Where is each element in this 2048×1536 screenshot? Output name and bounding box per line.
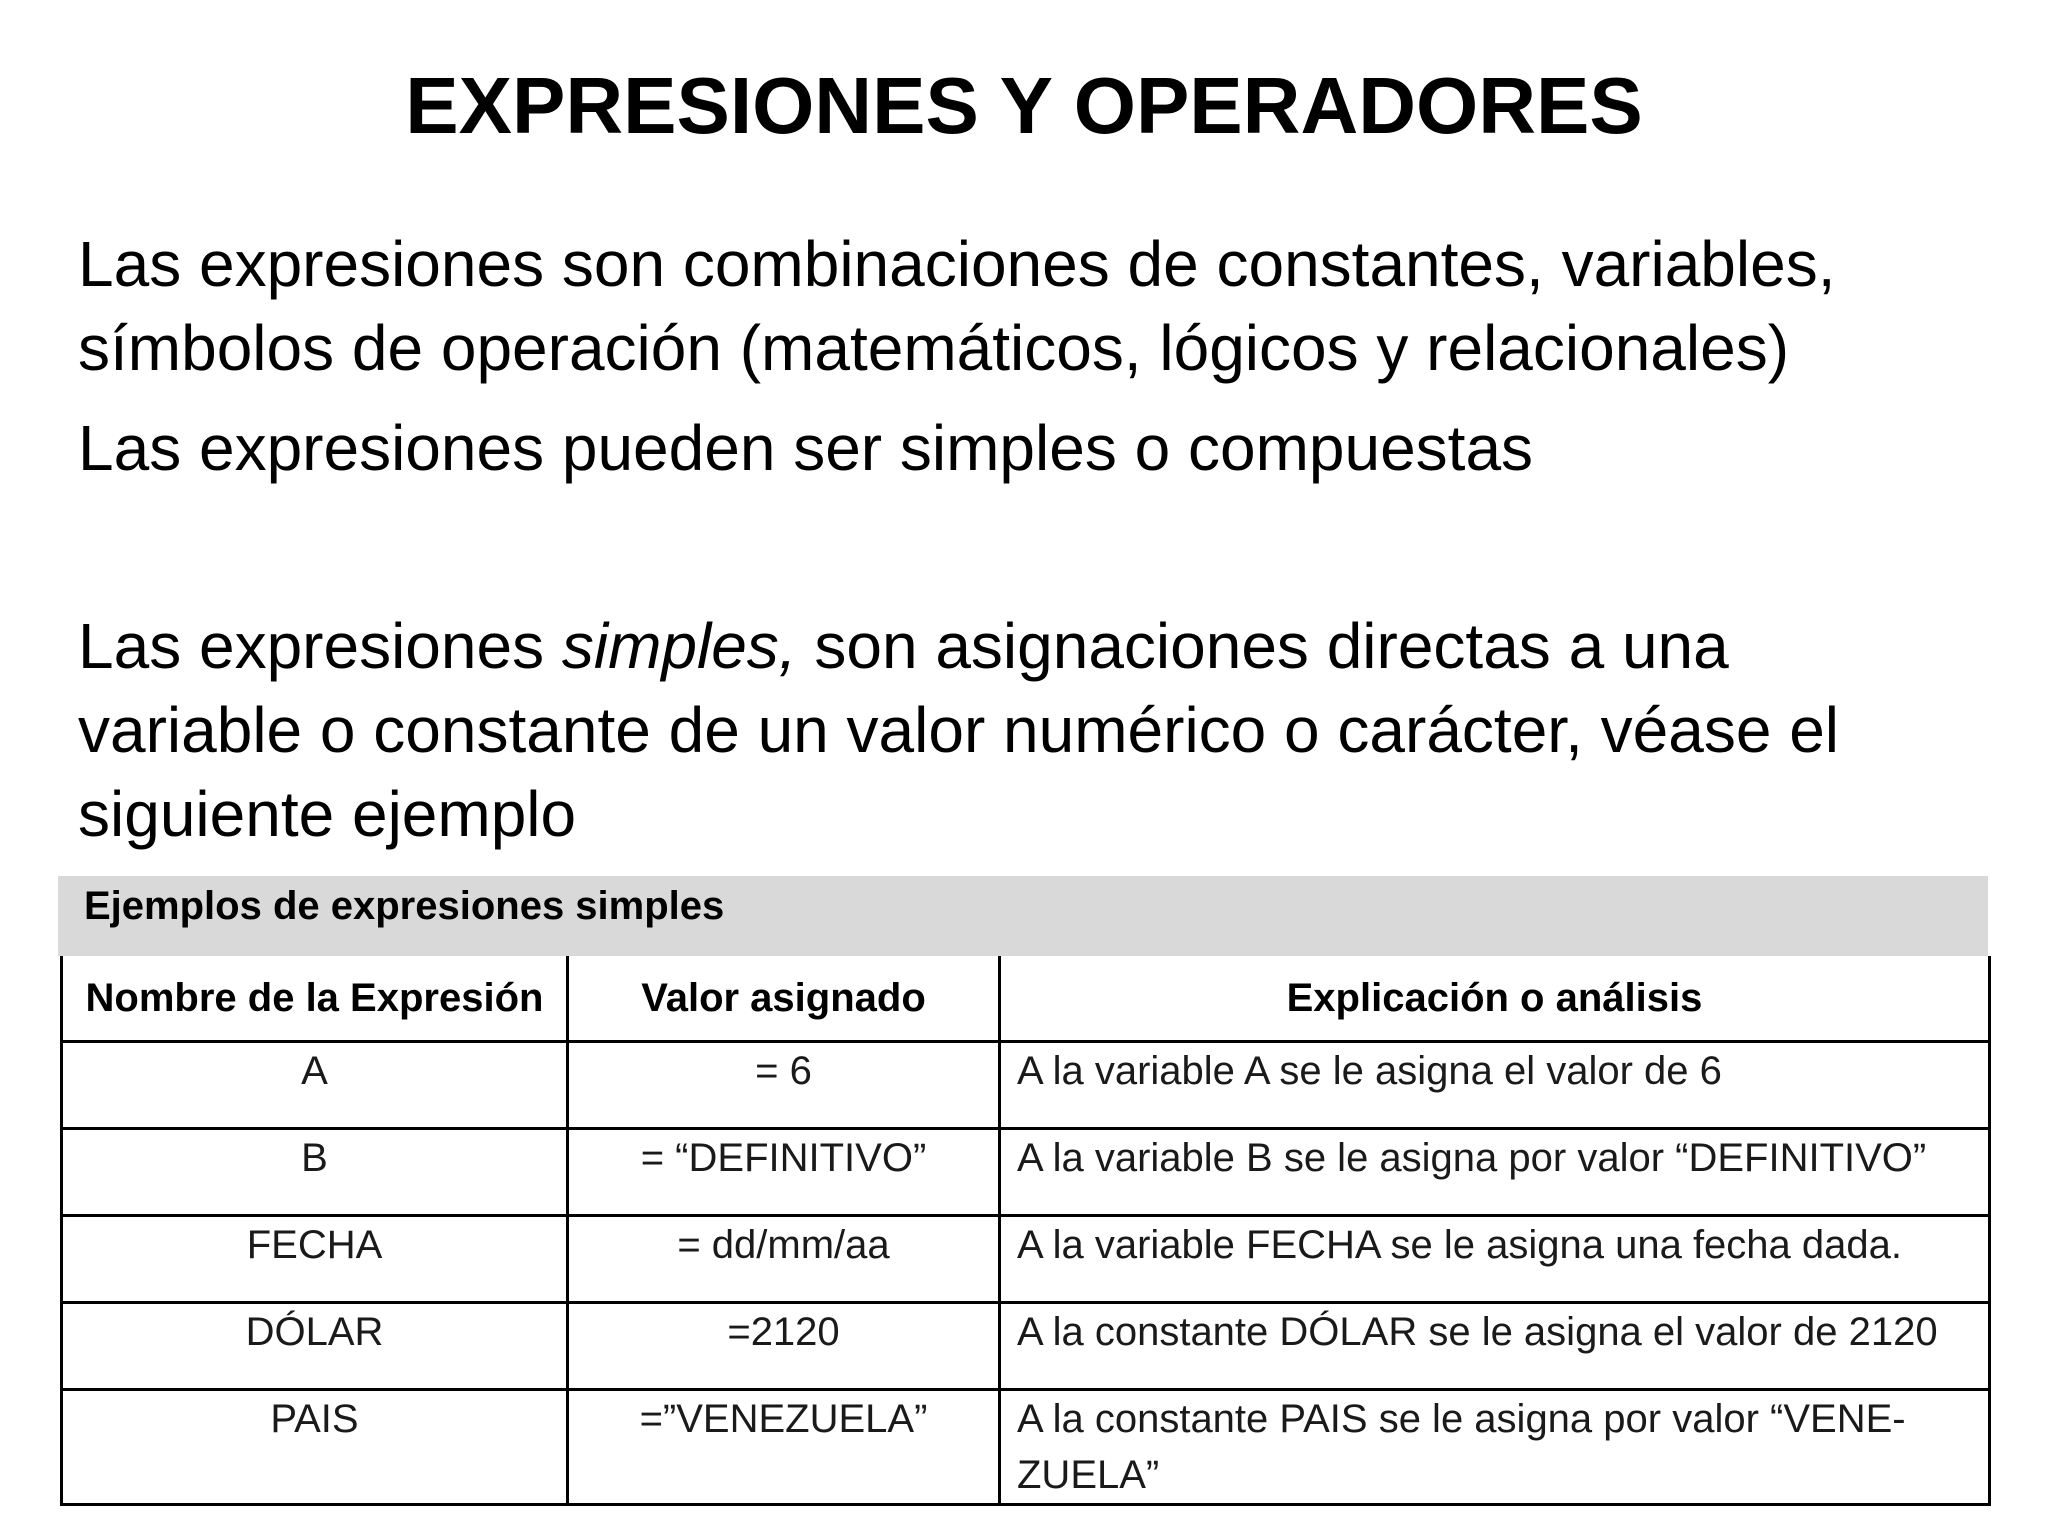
paragraph-simple-line1-rest: son asignaciones directas a una xyxy=(796,610,1729,682)
paragraph-definition-line2: símbolos de operación (matemáticos, lógicos y relacionales) xyxy=(78,312,1789,384)
cell-explanation: A la variable FECHA se le asigna una fecha dada. xyxy=(1000,1216,1990,1303)
table-row xyxy=(62,1216,1990,1303)
cell-expression-name: A xyxy=(62,1042,568,1129)
paragraph-simple-line3: siguiente ejemplo xyxy=(78,778,577,850)
cell-assigned-value: =”VENEZUELA” xyxy=(568,1390,1000,1505)
table-row xyxy=(62,1390,1990,1505)
paragraph-definition-line1: Las expresiones son combinaciones de constantes, variables, xyxy=(78,228,1836,300)
cell-expression-name: B xyxy=(62,1129,568,1216)
paragraph-simple-italic: simples, xyxy=(561,610,797,682)
cell-explanation: A la variable A se le asigna el valor de 6 xyxy=(1000,1042,1990,1129)
header-expression-name: Nombre de la Expresión xyxy=(62,956,568,1042)
cell-explanation: A la variable B se le asigna por valor “DEFINITIVO” xyxy=(1000,1129,1990,1216)
paragraph-simple-prefix: Las expresiones xyxy=(78,610,562,682)
cell-explanation: A la constante PAIS se le asigna por valor “VENE-ZUELA” xyxy=(1000,1390,1990,1505)
paragraph-simple-expressions xyxy=(78,604,2018,856)
table-row xyxy=(62,1303,1990,1390)
header-explanation: Explicación o análisis xyxy=(1000,956,1990,1042)
paragraph-definition xyxy=(78,222,2018,390)
header-assigned-value: Valor asignado xyxy=(568,956,1000,1042)
table-caption: Ejemplos de expresiones simples xyxy=(58,876,1988,956)
slide-title: EXPRESIONES Y OPERADORES xyxy=(405,61,1643,150)
cell-expression-name: PAIS xyxy=(62,1390,568,1505)
table-row xyxy=(62,1129,1990,1216)
examples-table xyxy=(60,956,1991,1506)
cell-assigned-value: = 6 xyxy=(568,1042,1000,1129)
cell-assigned-value: =2120 xyxy=(568,1303,1000,1390)
cell-assigned-value: = “DEFINITIVO” xyxy=(568,1129,1000,1216)
paragraph-simple-line2: variable o constante de un valor numérico o carácter, véase el xyxy=(78,694,1839,766)
table-row xyxy=(62,1042,1990,1129)
cell-assigned-value: = dd/mm/aa xyxy=(568,1216,1000,1303)
cell-expression-name: DÓLAR xyxy=(62,1303,568,1390)
cell-explanation: A la constante DÓLAR se le asigna el valor de 2120 xyxy=(1000,1303,1990,1390)
table-header-row xyxy=(62,956,1990,1042)
cell-expression-name: FECHA xyxy=(62,1216,568,1303)
paragraph-types: Las expresiones pueden ser simples o compuestas xyxy=(78,412,1534,484)
